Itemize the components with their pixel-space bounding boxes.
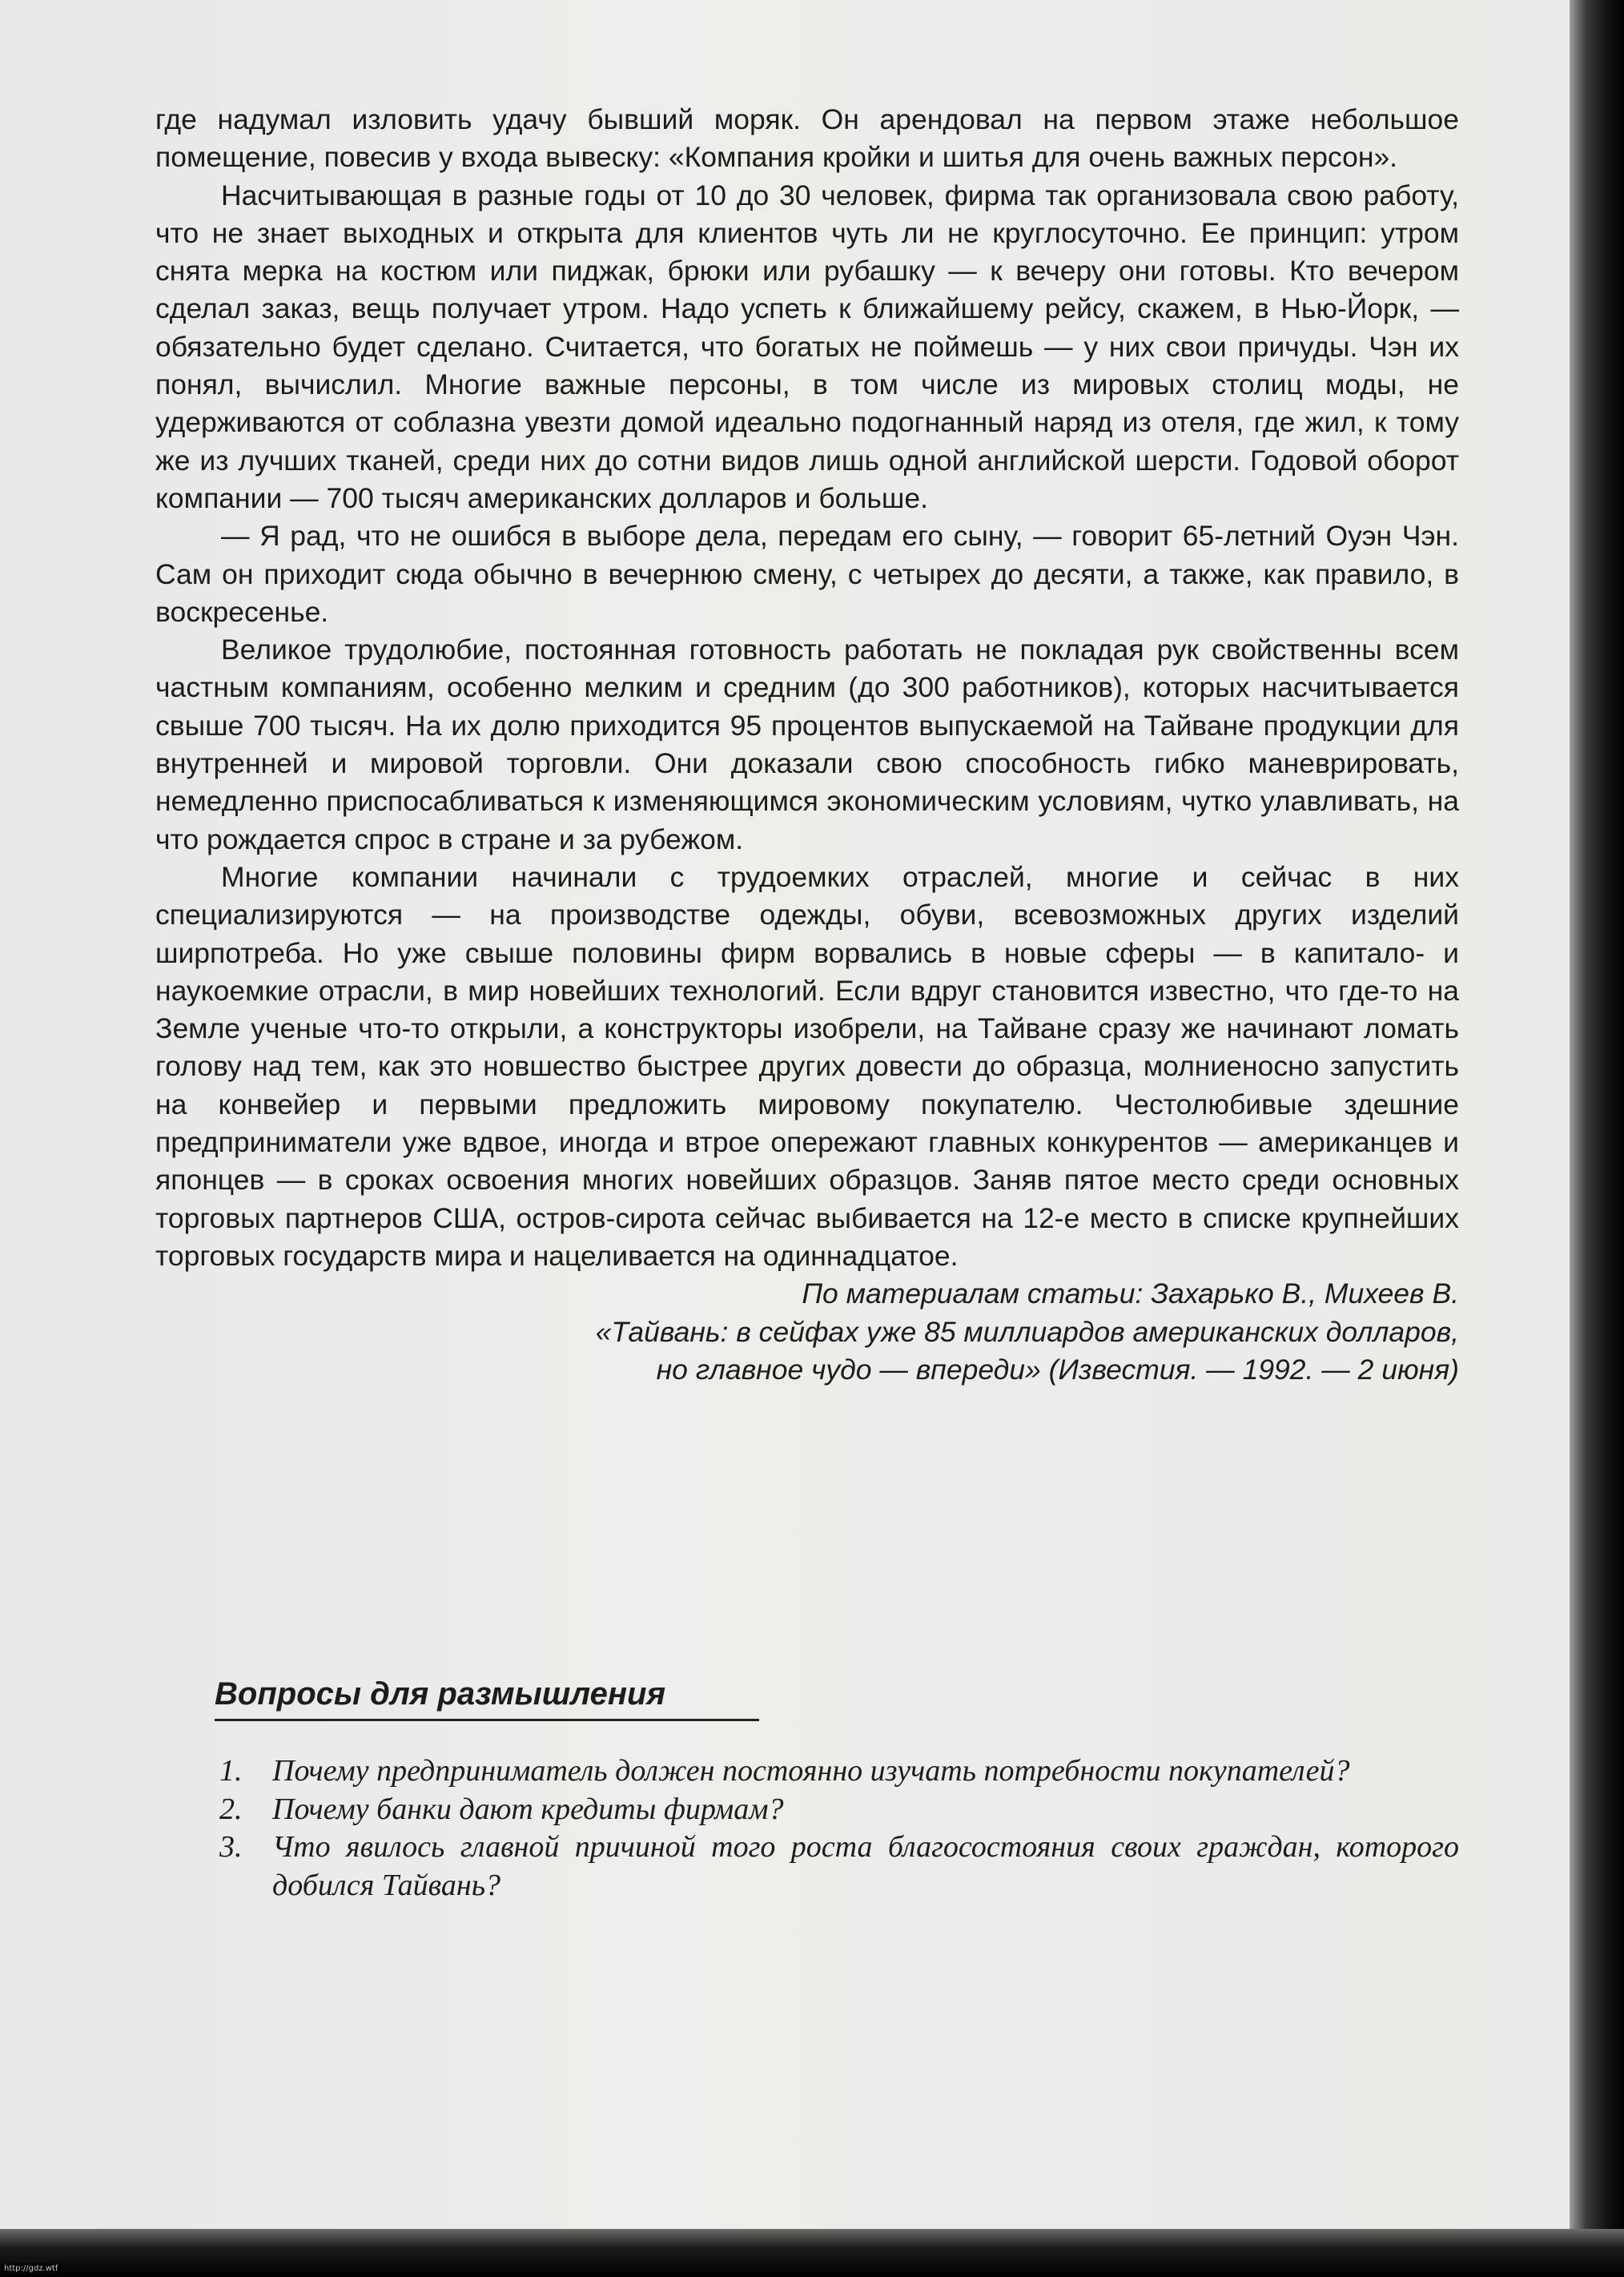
questions-heading: Вопросы для размышления <box>215 1674 759 1721</box>
question-item <box>215 1752 1459 1791</box>
question-number: 1. <box>219 1754 243 1788</box>
question-item <box>215 1791 1459 1829</box>
source-line-3: но главное чудо — впереди» (Известия. — 1992. — 2 июня) <box>656 1353 1459 1386</box>
question-text: Почему предприниматель должен постоянно изучать потребности покупателей? <box>272 1754 1350 1788</box>
paragraph-continuation: где надумал изловить удачу бывший моряк. Он арендовал на первом этаже небольшое помещение, повесив у входа вывеску: «Компания кройки и шитья для очень важных персон». <box>155 103 1459 174</box>
question-number: 3. <box>219 1830 243 1864</box>
questions-list <box>215 1752 1459 1905</box>
paragraph-diligence: Великое трудолюбие, постоянная готовность работать не покладая рук свойственны всем частным компаниям, особенно мелким и средним (до 300 работников), которых насчитывается свыше 700 тысяч. На их долю приходится 95 процентов выпускаемой на Тайване продукции для внутренней и мировой торговли. Они доказали свою способность гибко маневрировать, немедленно приспосабливаться к изменяющимся экономическим условиям, чутко улавливать, на что рождается спрос в стране и за рубежом. <box>155 634 1459 855</box>
question-item <box>215 1828 1459 1905</box>
article-body <box>155 101 1459 1389</box>
source-line-2: «Тайвань: в сейфах уже 85 миллиардов американских долларов, <box>595 1315 1459 1348</box>
book-spine <box>1570 0 1624 2277</box>
paragraph-company: Насчитывающая в разные годы от 10 до 30 человек, фирма так организовала свою работу, что не знает выходных и открыта для клиентов чуть ли не круглосуточно. Ее принцип: утром снята мерка на костюм или пиджак, брюки или рубашку — к вечеру они готовы. Кто вечером сделал заказ, вещь получает утром. Надо успеть к ближайшему рейсу, скажем, в Нью-Йорк, — обязательно будет сделано. Считается, что богатых не поймешь — у них свои причуды. Чэн их понял, вычислил. Многие важные персоны, в том числе из мировых столиц моды, не удерживаются от соблазна увезти домой идеально подогнанный наряд из отеля, где жил, к тому же из лучших тканей, среди них до сотни видов лишь одной английской шерсти. Годовой оборот компании — 700 тысяч американских долларов и больше. <box>155 179 1459 514</box>
source-line-1: По материалам статьи: Захарько В., Михеев В. <box>802 1277 1459 1310</box>
site-watermark: http://gdz.wtf <box>2 2263 60 2274</box>
page-bottom-edge <box>0 2229 1624 2277</box>
question-number: 2. <box>219 1792 243 1826</box>
article-source <box>155 1275 1459 1389</box>
question-text: Почему банки дают кредиты фирмам? <box>272 1792 784 1826</box>
paragraph-technologies: Многие компании начинали с трудоемких отраслей, многие и сейчас в них специализируются — на производстве одежды, обуви, всевозможных других изделий ширпотреба. Но уже свыше половины фирм ворвались в новые сферы — в капитало- и наукоемкие отрасли, в мир новейших технологий. Если вдруг становится известно, что где-то на Земле ученые что-то открыли, а конструкторы изобрели, на Тайване сразу же начинают ломать голову над тем, как это новшество быстрее других довести до образца, молниеносно запустить на конвейер и первыми предложить мировому покупателю. Честолюбивые здешние предприниматели уже вдвое, иногда и втрое опережают главных конкурентов — американцев и японцев — в сроках освоения многих новейших образцов. Заняв пятое место среди основных торговых партнеров США, остров-сирота сейчас выбивается на 12-е место в списке крупнейших торговых государств мира и нацеливается на одиннадцатое. <box>155 860 1459 1272</box>
question-text: Что явилось главной причиной того роста благосостояния своих граждан, которого добился Тайвань? <box>272 1830 1459 1902</box>
paragraph-quote: — Я рад, что не ошибся в выборе дела, передам его сыну, — говорит 65-летний Оуэн Чэн. Сам он приходит сюда обычно в вечернюю смену, с четырех до десяти, а также, как правило, в воскресенье. <box>155 520 1459 628</box>
